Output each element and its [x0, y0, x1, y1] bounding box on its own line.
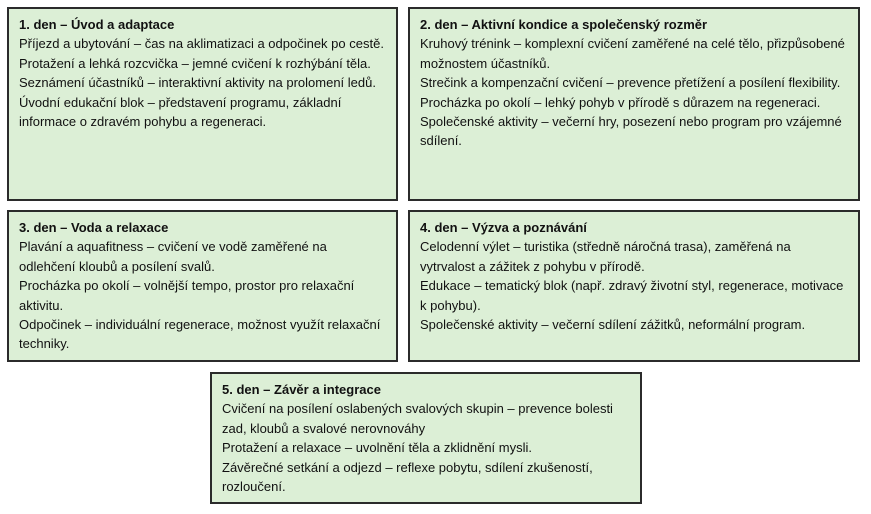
day-2-card: [408, 7, 860, 201]
day-5-title: 5. den – Závěr a integrace: [222, 382, 381, 397]
day-4-item: Edukace – tematický blok (např. zdravý životní styl, regenerace, motivace k pohybu).: [420, 278, 844, 313]
day-2-item: Společenské aktivity – večerní hry, posezení nebo program pro vzájemné sdílení.: [420, 114, 842, 149]
day-1-title: 1. den – Úvod a adaptace: [19, 17, 175, 32]
day-3-title: 3. den – Voda a relaxace: [19, 220, 169, 235]
day-1-item: Protažení a lehká rozcvička – jemné cvičení k rozhýbání těla.: [19, 55, 371, 71]
day-2-item: Strečink a kompenzační cvičení – prevence přetížení a posílení flexibility.: [420, 75, 841, 91]
day-1-item: Seznámení účastníků – interaktivní aktivity na prolomení ledů.: [19, 75, 376, 91]
day-5-card: [210, 372, 642, 504]
day-4-card: [408, 210, 860, 362]
day-3-item: Plavání a aquafitness – cvičení ve vodě zaměřené na odlehčení kloubů a posílení svalů.: [19, 239, 327, 274]
day-2-item: Procházka po okolí – lehký pohyb v přírodě s důrazem na regeneraci.: [420, 94, 821, 110]
day-4-item: Společenské aktivity – večerní sdílení zážitků, neformální program.: [420, 317, 806, 333]
day-5-item: Protažení a relaxace – uvolnění těla a zklidnění mysli.: [222, 440, 533, 456]
day-3-item: Procházka po okolí – volnější tempo, prostor pro relaxační aktivitu.: [19, 278, 355, 313]
day-1-item: Úvodní edukační blok – představení programu, základní informace o zdravém pohybu a regeneraci.: [19, 94, 342, 130]
day-2-title: 2. den – Aktivní kondice a společenský rozměr: [420, 17, 708, 32]
day-1-item: Příjezd a ubytování – čas na aklimatizaci a odpočinek po cestě.: [19, 36, 384, 52]
day-2-item: Kruhový trénink – komplexní cvičení zaměřené na celé tělo, přizpůsobené možnostem účastníků.: [420, 36, 845, 71]
day-4-item: Celodenní výlet – turistika (středně náročná trasa), zaměřená na vytrvalost a zážitek z pohybu v přírodě.: [420, 239, 791, 274]
day-4-title: 4. den – Výzva a poznávání: [420, 220, 587, 235]
day-5-item: Závěrečné setkání a odjezd – reflexe pobytu, sdílení zkušeností, rozloučení.: [222, 459, 593, 495]
day-3-item: Odpočinek – individuální regenerace, možnost využít relaxační techniky.: [19, 317, 381, 352]
day-5-item: Cvičení na posílení oslabených svalových skupin – prevence bolesti zad, kloubů a svalové nerovnováhy: [222, 401, 613, 436]
day-3-card: [7, 210, 398, 362]
day-1-card: [7, 7, 398, 201]
